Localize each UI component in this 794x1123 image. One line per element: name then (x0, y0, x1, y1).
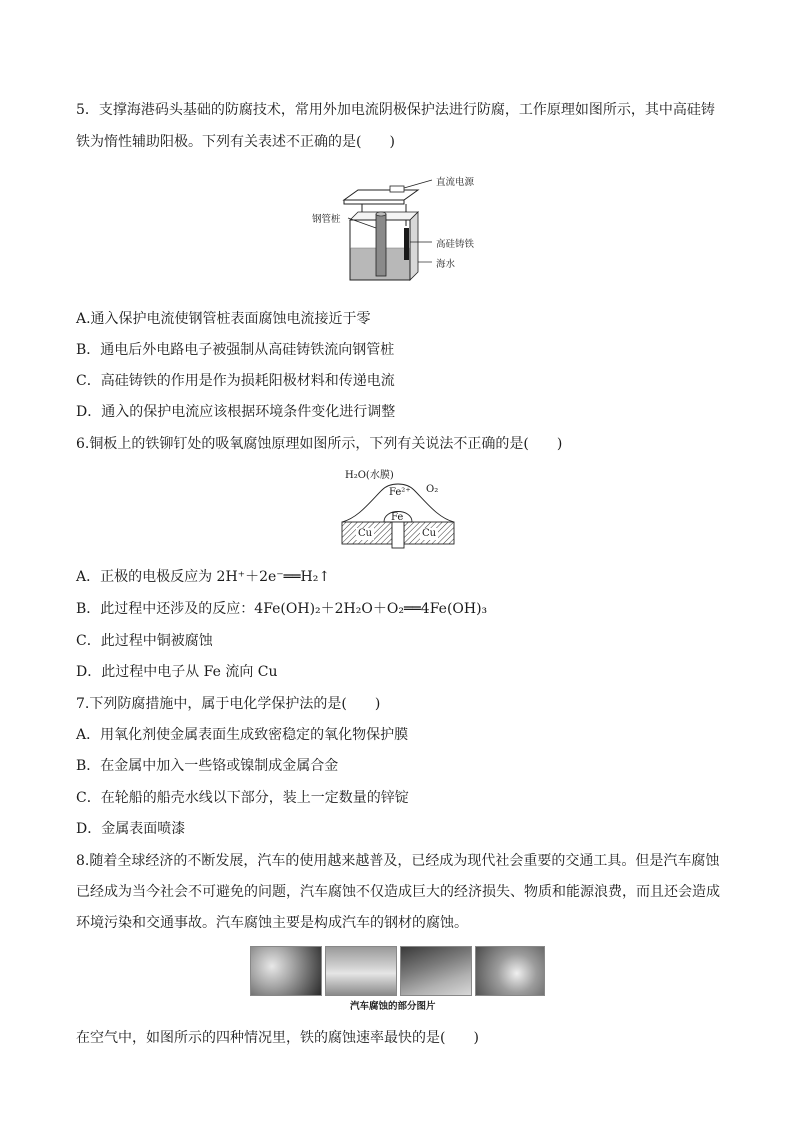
q7-option-b: B．在金属中加入一些铬或镍制成金属合金 (76, 758, 339, 774)
q6-stem: 6.铜板上的铁铆钉处的吸氧腐蚀原理如图所示，下列有关说法不正确的是( ) (76, 436, 563, 452)
car-corrosion-photo-1 (250, 946, 322, 996)
car-corrosion-photo-2 (325, 946, 397, 996)
q8-question: 在空气中，如图所示的四种情况里，铁的腐蚀速率最快的是( ) (76, 1030, 479, 1046)
label-fe2-ion: Fe²⁺ (389, 487, 411, 498)
photo-caption: 汽车腐蚀的部分图片 (350, 1001, 436, 1012)
q6-option-d: D．此过程中电子从 Fe 流向 Cu (76, 664, 278, 680)
car-corrosion-photo-4 (475, 946, 545, 996)
q5-option-b: B．通电后外电路电子被强制从高硅铸铁流向钢管桩 (76, 342, 395, 358)
label-steel-pile: 钢管桩 (312, 214, 341, 225)
label-seawater: 海水 (436, 259, 456, 270)
q8-paragraph-line1: 8.随着全球经济的不断发展，汽车的使用越来越普及，已经成为现代社会重要的交通工具。但是汽车腐蚀 (76, 853, 720, 869)
q8-paragraph-line2: 已经成为当今社会不可避免的问题，汽车腐蚀不仅造成巨大的经济损失、物质和能源浪费，而且还会造成 (76, 884, 720, 900)
q5-option-a: A.通入保护电流使钢管桩表面腐蚀电流接近于零 (76, 311, 371, 327)
q7-option-d: D．金属表面喷漆 (76, 821, 186, 837)
label-fe: Fe (391, 512, 404, 523)
q5-option-c: C．高硅铸铁的作用是作为损耗阳极材料和传递电流 (76, 373, 395, 389)
label-high-silicon-iron: 高硅铸铁 (436, 239, 475, 250)
q7-stem: 7.下列防腐措施中，属于电化学保护法的是( ) (76, 696, 381, 712)
q5-stem-line1: 5．支撑海港码头基础的防腐技术，常用外加电流阴极保护法进行防腐，工作原理如图所示，其中高硅铸 (76, 102, 715, 118)
q7-option-c: C．在轮船的船壳水线以下部分，装上一定数量的锌锭 (76, 790, 409, 806)
label-cu-left: Cu (358, 528, 373, 539)
car-corrosion-photo-3 (400, 946, 472, 996)
q5-option-d: D．通入的保护电流应该根据环境条件变化进行调整 (76, 404, 396, 420)
q6-option-c: C．此过程中铜被腐蚀 (76, 633, 213, 649)
label-oxygen: O₂ (426, 484, 439, 495)
label-cu-right: Cu (422, 528, 437, 539)
label-water-film: H₂O(水膜) (345, 470, 394, 481)
q8-paragraph-line3: 环境污染和交通事故。汽车腐蚀主要是构成汽车的钢材的腐蚀。 (76, 915, 468, 931)
label-dc-power: 直流电源 (436, 177, 475, 188)
q5-stem-line2: 铁为惰性辅助阳极。下列有关表述不正确的是( ) (76, 134, 395, 150)
q6-option-b: B．此过程中还涉及的反应：4Fe(OH)₂＋2H₂O＋O₂══4Fe(OH)₃ (76, 601, 488, 617)
q6-option-a: A．正极的电极反应为 2H⁺＋2e⁻══H₂↑ (76, 569, 331, 585)
q7-option-a: A．用氧化剂使金属表面生成致密稳定的氧化物保护膜 (76, 727, 409, 743)
